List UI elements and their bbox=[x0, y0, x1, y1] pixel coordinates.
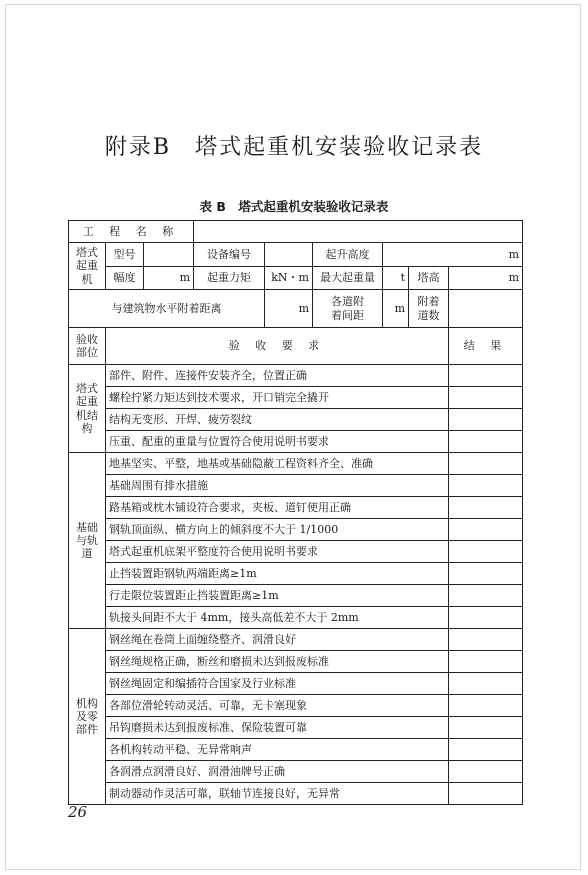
result-cell[interactable] bbox=[449, 541, 523, 563]
attach-distance-unit[interactable]: m bbox=[265, 290, 313, 328]
requirement-text: 制动器动作灵活可靠，联轴节连接良好，无异常 bbox=[106, 783, 449, 805]
requirement-text: 钢丝绳固定和编插符合国家及行业标准 bbox=[106, 673, 449, 695]
attach-distance-label: 与建筑物水平附着距离 bbox=[69, 290, 265, 328]
requirement-text: 压重、配重的重量与位置符合使用说明书要求 bbox=[106, 431, 449, 453]
requirement-row bbox=[69, 717, 523, 739]
requirement-text: 钢丝绳规格正确，断丝和磨损未达到报废标准 bbox=[106, 651, 449, 673]
device-no-value[interactable] bbox=[265, 243, 313, 267]
requirement-text: 钢轨顶面纵、横方向上的倾斜度不大于 1/1000 bbox=[106, 519, 449, 541]
part-column-header: 验收 部位 bbox=[69, 328, 106, 365]
result-cell[interactable] bbox=[449, 409, 523, 431]
result-cell[interactable] bbox=[449, 365, 523, 387]
result-cell[interactable] bbox=[449, 387, 523, 409]
requirement-row bbox=[69, 629, 523, 651]
requirement-text: 轨接头间距不大于 4mm，接头高低差不大于 2mm bbox=[106, 607, 449, 629]
acceptance-record-table bbox=[68, 220, 523, 805]
requirement-row bbox=[69, 739, 523, 761]
result-cell[interactable] bbox=[449, 673, 523, 695]
crane-label: 塔式 起重机 bbox=[69, 243, 106, 290]
requirement-row bbox=[69, 365, 523, 387]
max-lift-unit[interactable]: t bbox=[383, 267, 409, 290]
table-title: 表 B 塔式起重机安装验收记录表 bbox=[199, 199, 389, 214]
requirement-row bbox=[69, 585, 523, 607]
attach-row bbox=[69, 290, 523, 328]
lift-height-label: 起升高度 bbox=[313, 243, 383, 267]
result-cell[interactable] bbox=[449, 783, 523, 805]
requirement-row bbox=[69, 541, 523, 563]
project-name-label: 工 程 名 称 bbox=[69, 221, 194, 243]
requirement-row bbox=[69, 761, 523, 783]
requirement-row bbox=[69, 409, 523, 431]
requirement-text: 钢丝绳在卷筒上面缠绕整齐、润滑良好 bbox=[106, 629, 449, 651]
requirement-row bbox=[69, 607, 523, 629]
result-cell[interactable] bbox=[449, 453, 523, 475]
requirement-row bbox=[69, 651, 523, 673]
tower-height-unit[interactable]: m bbox=[449, 267, 523, 290]
column-header-row bbox=[69, 328, 523, 365]
result-cell[interactable] bbox=[449, 497, 523, 519]
requirement-row bbox=[69, 563, 523, 585]
page-number: 26 bbox=[68, 803, 88, 821]
result-cell[interactable] bbox=[449, 519, 523, 541]
attach-spacing-label: 各道附 着间距 bbox=[313, 290, 383, 328]
appendix-title: 附录B 塔式起重机安装验收记录表 bbox=[104, 135, 484, 160]
result-cell[interactable] bbox=[449, 651, 523, 673]
requirement-row bbox=[69, 519, 523, 541]
device-no-label: 设备编号 bbox=[194, 243, 265, 267]
requirement-text: 路基箱或枕木铺设符合要求，夹板、道钉使用正确 bbox=[106, 497, 449, 519]
model-label: 型号 bbox=[106, 243, 144, 267]
lift-height-unit[interactable]: m bbox=[383, 243, 523, 267]
result-cell[interactable] bbox=[449, 717, 523, 739]
result-column-header: 结 果 bbox=[449, 328, 523, 365]
result-cell[interactable] bbox=[449, 629, 523, 651]
result-cell[interactable] bbox=[449, 739, 523, 761]
requirement-text: 各部位滑轮转动灵活、可靠，无卡塞现象 bbox=[106, 695, 449, 717]
requirement-row bbox=[69, 497, 523, 519]
section-name-structure: 塔式 起重 机结 构 bbox=[69, 365, 106, 453]
attach-count-label: 附着 道数 bbox=[409, 290, 449, 328]
requirement-text: 塔式起重机底架平整度符合使用说明书要求 bbox=[106, 541, 449, 563]
requirement-row bbox=[69, 673, 523, 695]
result-cell[interactable] bbox=[449, 761, 523, 783]
project-name-value[interactable] bbox=[194, 221, 523, 243]
requirement-row bbox=[69, 431, 523, 453]
result-cell[interactable] bbox=[449, 695, 523, 717]
torque-label: 起重力矩 bbox=[194, 267, 265, 290]
section-name-mechanism: 机构 及零 部件 bbox=[69, 629, 106, 805]
result-cell[interactable] bbox=[449, 563, 523, 585]
model-value[interactable] bbox=[144, 243, 194, 267]
requirement-text: 基础周围有排水措施 bbox=[106, 475, 449, 497]
requirement-text: 螺栓拧紧力矩达到技术要求，开口销完全撬开 bbox=[106, 387, 449, 409]
crane-row-1 bbox=[69, 243, 523, 267]
result-cell[interactable] bbox=[449, 431, 523, 453]
tower-height-label: 塔高 bbox=[409, 267, 449, 290]
requirement-text: 各机构转动平稳、无异常响声 bbox=[106, 739, 449, 761]
result-cell[interactable] bbox=[449, 475, 523, 497]
result-cell[interactable] bbox=[449, 585, 523, 607]
result-cell[interactable] bbox=[449, 607, 523, 629]
section-name-foundation: 基础 与轨 道 bbox=[69, 453, 106, 629]
requirement-row bbox=[69, 695, 523, 717]
requirement-text: 行走限位装置距止挡装置距离≥1m bbox=[106, 585, 449, 607]
requirement-text: 止挡装置距钢轨两端距离≥1m bbox=[106, 563, 449, 585]
crane-row-2 bbox=[69, 267, 523, 290]
max-lift-label: 最大起重量 bbox=[313, 267, 383, 290]
range-unit[interactable]: m bbox=[144, 267, 194, 290]
requirement-text: 结构无变形、开焊、疲劳裂纹 bbox=[106, 409, 449, 431]
requirement-column-header: 验 收 要 求 bbox=[106, 328, 449, 365]
requirement-text: 部件、附件、连接件安装齐全，位置正确 bbox=[106, 365, 449, 387]
requirement-text: 各润滑点润滑良好、润滑油牌号正确 bbox=[106, 761, 449, 783]
requirement-row bbox=[69, 453, 523, 475]
torque-unit[interactable]: kN・m bbox=[265, 267, 313, 290]
project-name-row bbox=[69, 221, 523, 243]
requirement-row bbox=[69, 387, 523, 409]
attach-count-value[interactable] bbox=[449, 290, 523, 328]
attach-spacing-unit[interactable]: m bbox=[383, 290, 409, 328]
requirement-text: 地基坚实、平整，地基或基础隐蔽工程资料齐全、准确 bbox=[106, 453, 449, 475]
requirement-row bbox=[69, 783, 523, 805]
range-label: 幅度 bbox=[106, 267, 144, 290]
requirement-text: 吊钩磨损未达到报废标准、保险装置可靠 bbox=[106, 717, 449, 739]
requirement-row bbox=[69, 475, 523, 497]
